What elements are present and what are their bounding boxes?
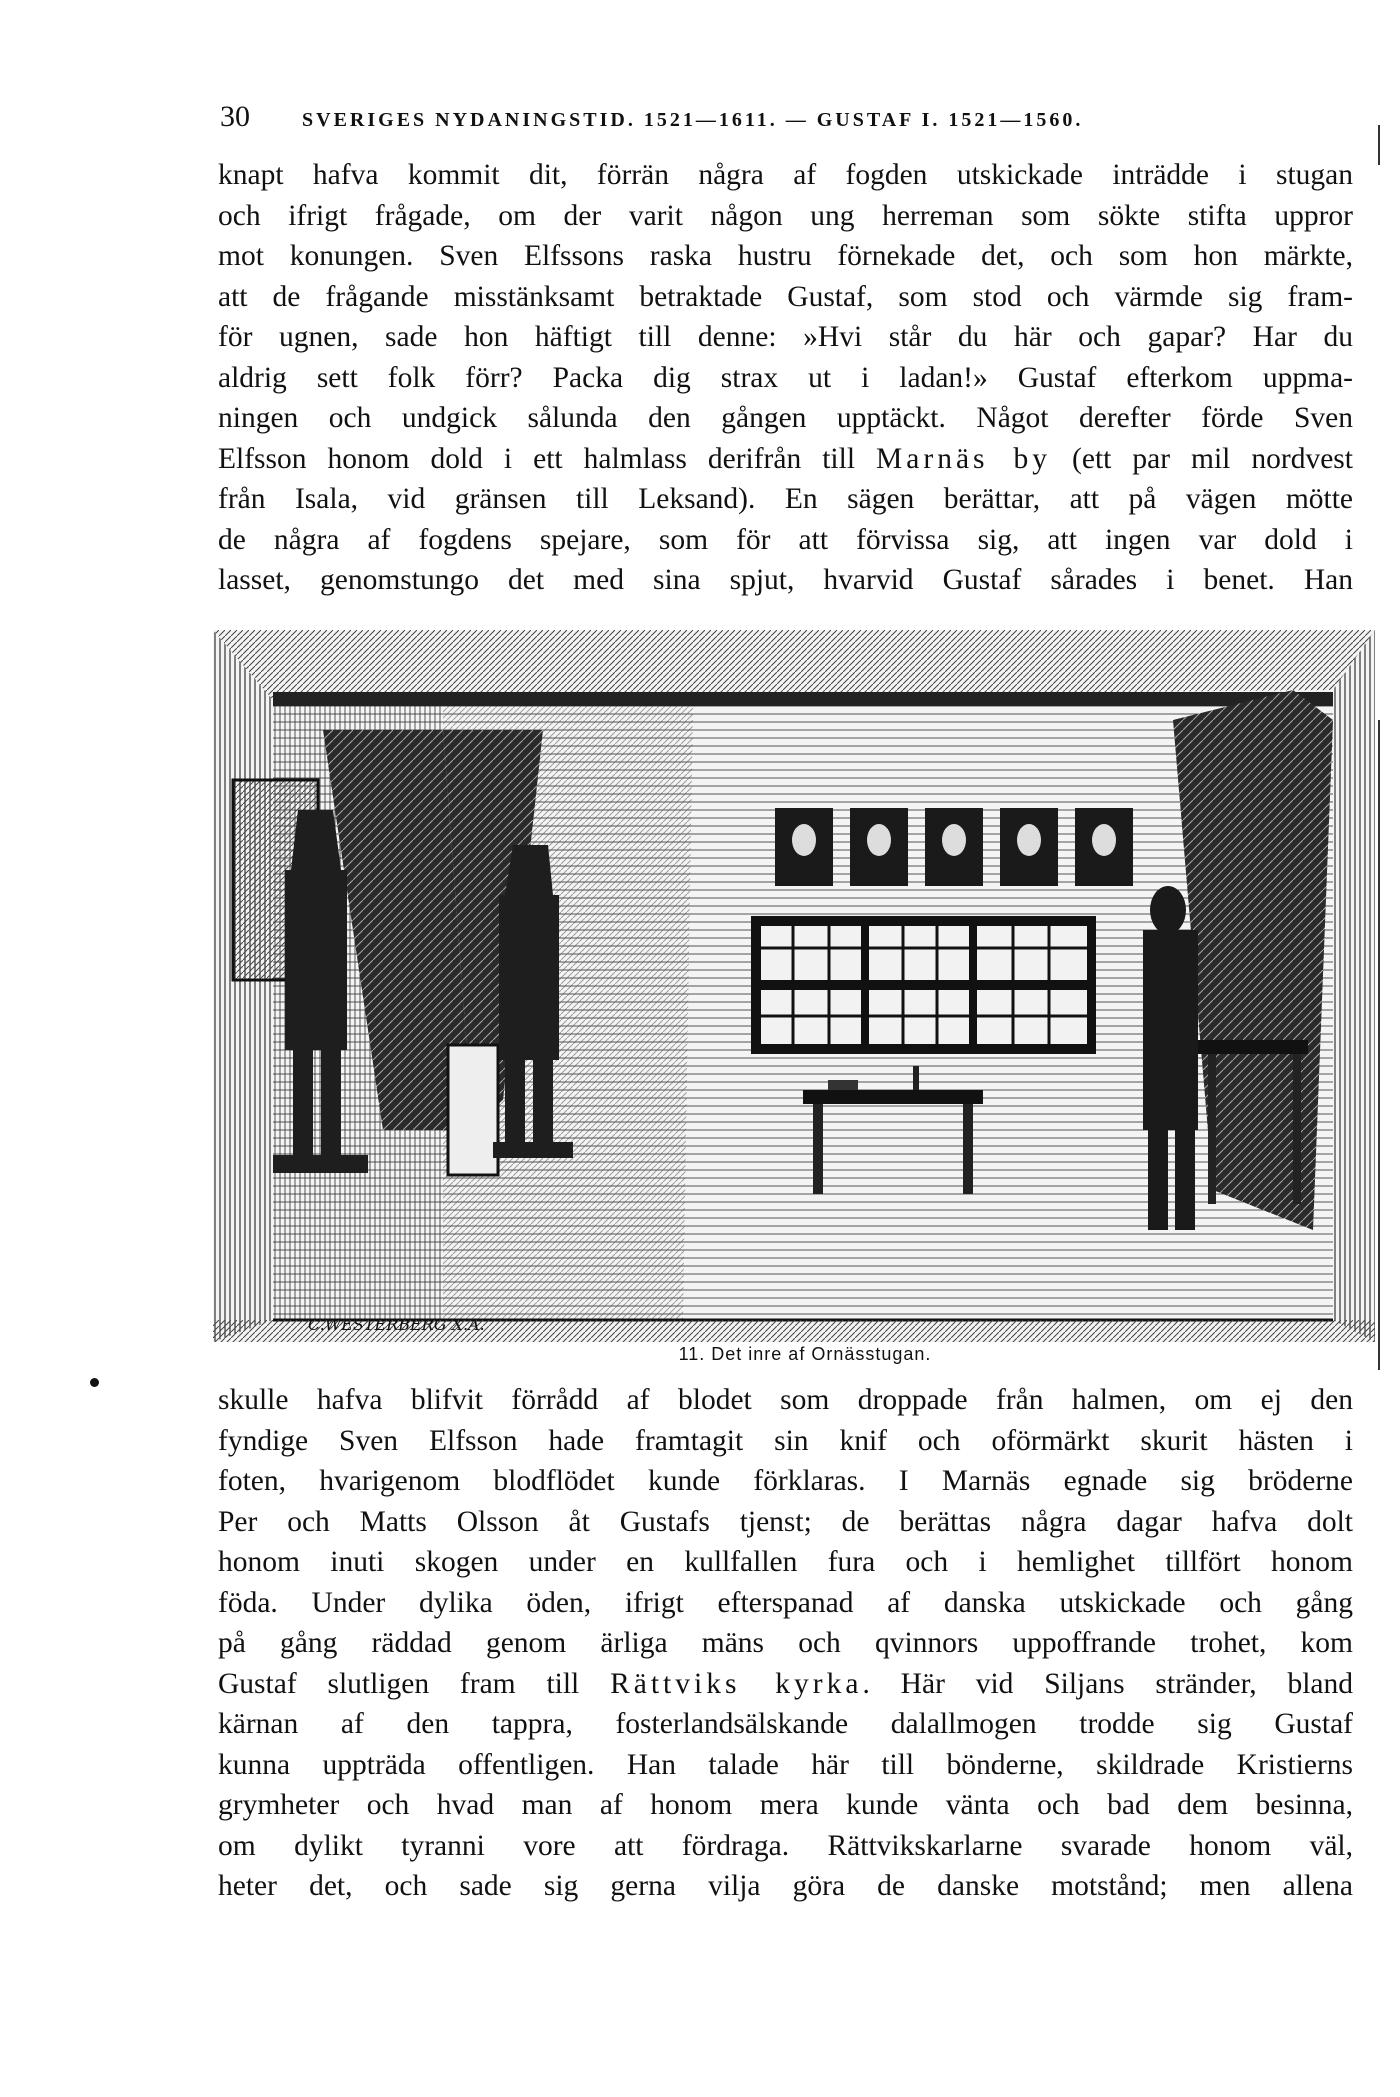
text-line: ningen och undgick sålunda den gången upptäckt. Något derefter förde Sven: [218, 402, 1353, 434]
text-line: honom inuti skogen under en kullfallen fura och i hemlighet tillfört honom: [218, 1546, 1353, 1578]
page-number: 30: [220, 100, 250, 133]
text-segment: . Här vid Siljans stränder, bland: [862, 1667, 1354, 1700]
margin-dot: [90, 1378, 99, 1387]
text-line: för ugnen, sade hon häftigt till denne: »Hvi står du här och gapar? Har du: [218, 321, 1353, 353]
text-line: på gång räddad genom ärliga mäns och qvinnors uppoffrande trohet, kom: [218, 1627, 1353, 1659]
text-line: heter det, och sade sig gerna vilja göra de danske motstånd; men allena: [218, 1870, 1353, 1902]
text-line: föda. Under dylika öden, ifrigt efterspanad af danska utskickade och gång: [218, 1586, 1353, 1619]
page-header: [220, 100, 1350, 134]
text-segment: Elfsson honom dold i ett halmlass derifrån till: [218, 442, 877, 475]
engraving-illustration: [213, 630, 1375, 1342]
text-segment: Gustaf slutligen fram till: [218, 1667, 611, 1700]
text-line: skulle hafva blifvit förrådd af blodet som droppade från halmen, om ej den: [218, 1384, 1353, 1416]
engraver-signature: C.WESTERBERG X.A.: [308, 1315, 485, 1334]
text-line-with-place: [218, 439, 1353, 480]
text-line: de några af fogdens spejare, som för att förvissa sig, att ingen var dold i: [218, 523, 1353, 556]
text-line: lasset, genomstungo det med sina spjut, hvarvid Gustaf sårades i benet. Han: [218, 564, 1353, 596]
place-name: Marnäs by: [876, 442, 1052, 475]
text-line: kärnan af den tappra, fosterlandsälskande dalallmogen trodde sig Gustaf: [218, 1708, 1353, 1740]
margin-rule: [1378, 720, 1380, 1370]
text-segment: (ett par mil nordvest: [1051, 442, 1353, 475]
text-line: att de frågande misstänksamt betraktade Gustaf, som stod och värmde sig fram-: [218, 280, 1353, 313]
text-line: Per och Matts Olsson åt Gustafs tjenst; de berättas några dagar hafva dolt: [218, 1505, 1353, 1538]
text-line: kunna uppträda offentligen. Han talade här till bönderne, skildrade Kristierns: [218, 1748, 1353, 1781]
text-line: om dylikt tyranni vore att fördraga. Rättvikskarlarne svarade honom väl,: [218, 1829, 1353, 1862]
text-line-with-place: [218, 1664, 1353, 1705]
text-line: och ifrigt frågade, om der varit någon ung herreman som sökte stifta uppror: [218, 199, 1353, 232]
text-line: mot konungen. Sven Elfssons raska hustru förnekade det, och som hon märkte,: [218, 240, 1353, 272]
engraving-interior-scene: [213, 630, 1375, 1342]
text-line: grymheter och hvad man af honom mera kunde vänta och bad dem besinna,: [218, 1789, 1353, 1821]
figure-caption-text: 11. Det inre af Ornässtugan.: [678, 1344, 932, 1364]
margin-rule: [1378, 125, 1380, 165]
text-line: från Isala, vid gränsen till Leksand). En sägen berättar, att på vägen mötte: [218, 483, 1353, 515]
paragraph-top: [218, 155, 1353, 601]
church-name: Rättviks kyrka: [610, 1667, 863, 1700]
text-line: aldrig sett folk förr? Packa dig strax ut i ladan!» Gustaf efterkom uppma-: [218, 361, 1353, 394]
running-title: SVERIGES NYDANINGSTID. 1521—1611. — GUSTAF I. 1521—1560.: [302, 109, 1084, 131]
figure-caption: [0, 1344, 1400, 1365]
text-line: fyndige Sven Elfsson hade framtagit sin knif och oförmärkt skurit hästen i: [218, 1424, 1353, 1457]
text-line: foten, hvarigenom blodflödet kunde förklaras. I Marnäs egnade sig bröderne: [218, 1465, 1353, 1497]
text-line: knapt hafva kommit dit, förrän några af fogden utskickade inträdde i stugan: [218, 159, 1353, 191]
paragraph-bottom: [218, 1380, 1353, 1907]
